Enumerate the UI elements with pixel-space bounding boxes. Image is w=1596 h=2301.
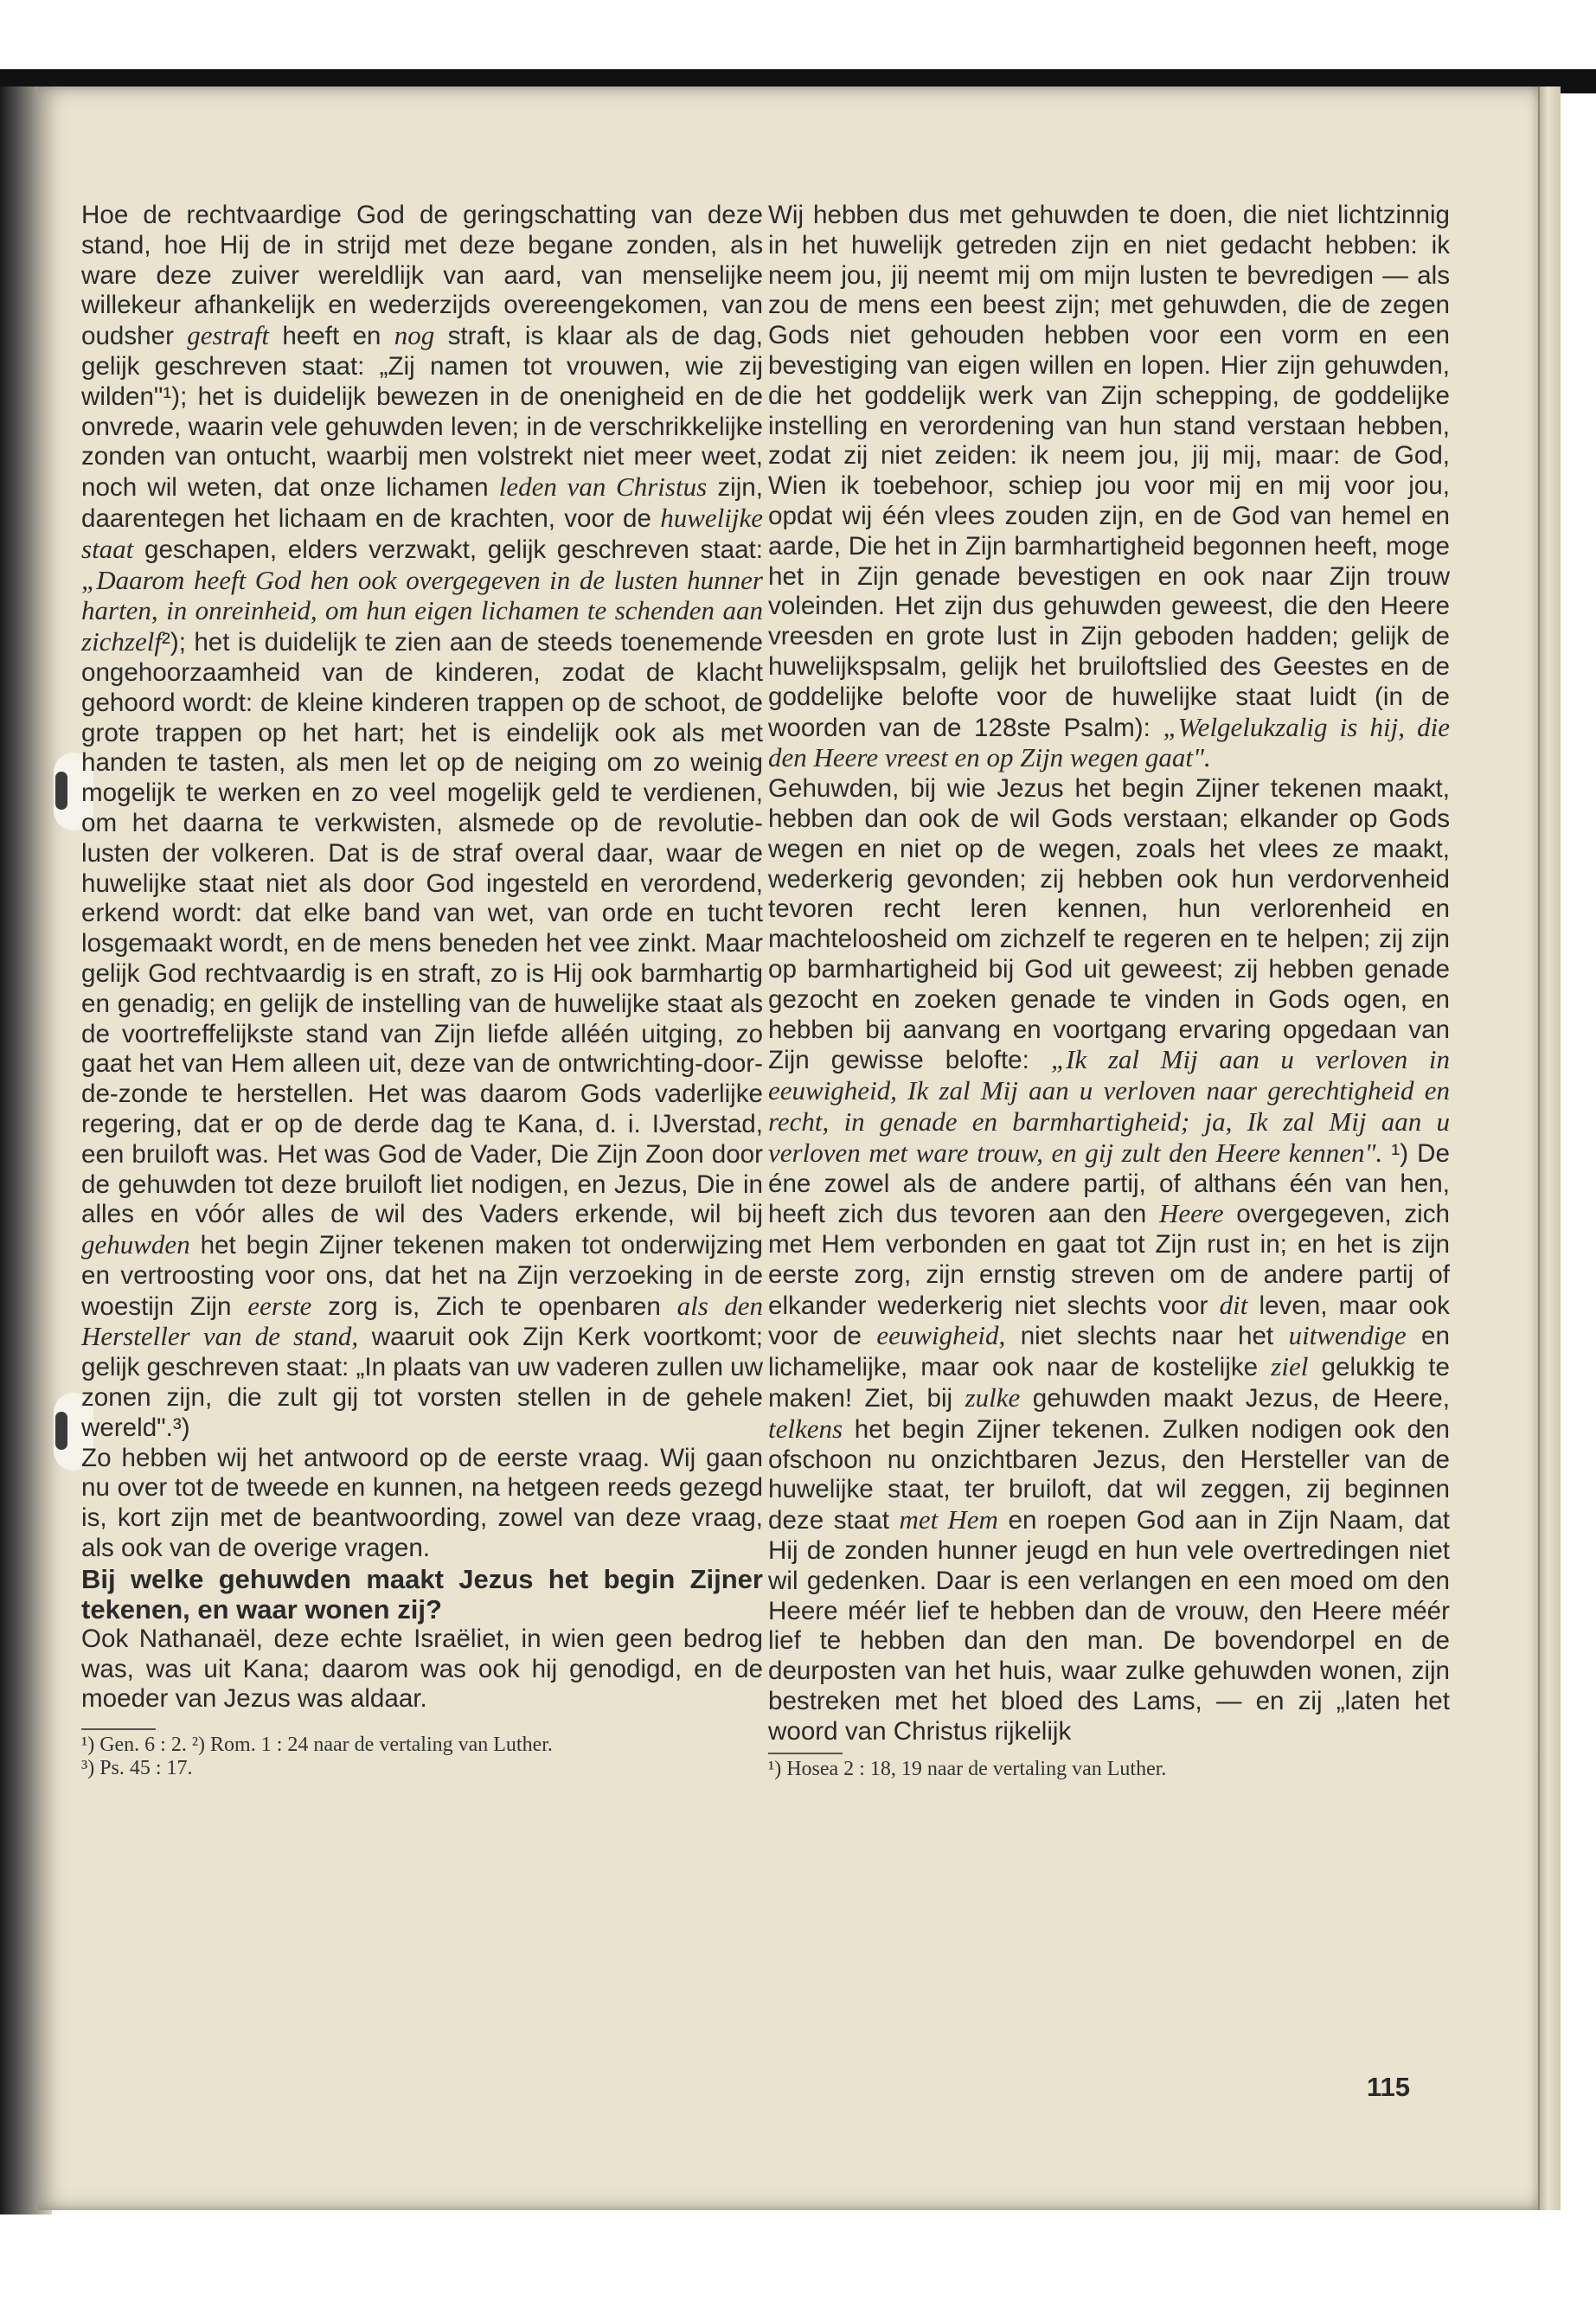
text: gehuwden maakt Jezus, de Heere, (1032, 1384, 1450, 1413)
binder-mark (55, 772, 67, 810)
paragraph (768, 201, 1450, 774)
italic-text: als den Hersteller van de stand, (81, 1290, 763, 1352)
text: ²); het is duidelijk te zien aan de steeds toenemende ongehoorzaamheid van de kinderen, zodat de klacht gehoord wordt: de kleine kinderen trappen op de schoot, de grote trappen op het hart; het is eindelijk ook als met handen te tasten, als men let op de neiging om zo weinig mogelijk te werken en zo veel mogelijk geld te verdienen, om het daarna te verkwisten, alsmede op de revolutie-lusten der volkeren. Dat is de straf overal daar, waar de huwelijke staat niet als door God ingesteld en verordend, erkend wordt: dat elke band van wet, van orde en tucht losgemaakt wordt, en de mens beneden het vee zinkt. Maar gelijk God rechtvaardig is en straft, zo is Hij ook barmhartig en genadig; en gelijk de instelling van de huwelijke staat als de voortreffelijkste stand van Zijn liefde alléén uitging, zo gaat het van Hem alleen uit, deze van de ontwrichting-door-de-zonde te herstellen. Het was daarom Gods vaderlijke regering, dat er op de derde dag te Kana, d. i. IJverstad, een bruiloft was. Het was God de Vader, Die Zijn Zoon door de gehuwden tot deze bruiloft liet nodigen, en Jezus, Die in alles en vóór alles de wil des Vaders erkende, wil bij (81, 628, 763, 1229)
right-column (768, 201, 1450, 1781)
left-column (81, 201, 763, 1780)
page-stack-edge (1538, 87, 1561, 2210)
paragraph: Zo hebben wij het antwoord op de eerste vraag. Wij gaan nu over tot de tweede en kunnen, na hetgeen reeds gezegd is, kort zijn met de beantwoording, zowel van deze vraag, als ook van de overige vragen. (81, 1443, 763, 1563)
text: en lichamelijke, maar ook naar de kostelijke (768, 1322, 1450, 1382)
page-number: 115 (1367, 2072, 1411, 2102)
text: geschapen, elders verzwakt, gelijk geschreven staat: (144, 535, 763, 564)
binder-mark (55, 1412, 67, 1450)
paragraph (81, 201, 763, 1444)
italic-text: uitwendige (1288, 1320, 1407, 1351)
text: niet slechts naar het (1020, 1322, 1274, 1351)
text: het begin Zijner tekenen maken tot onderwijzing en vertroosting voor ons, dat het na Zijn verzoeking in de woestijn Zijn (81, 1231, 763, 1321)
italic-text: eerste (247, 1290, 312, 1321)
italic-text: huwelijke staat (81, 502, 763, 564)
text: heeft en (282, 322, 381, 351)
italic-text: Heere (1158, 1198, 1224, 1229)
section-heading: Bij welke gehuwden maakt Jezus het begin Zijner tekenen, en waar wonen zij? (81, 1563, 763, 1625)
italic-text: „Daarom heeft God hen ook overgegeven in de lusten hunner harten, in onreinheid, om hun eigen lichamen te schenden aan zichzelf (81, 564, 763, 657)
text: Wij hebben dus met gehuwden te doen, die niet lichtzinnig in het huwelijk getreden zijn en niet gedacht hebben: ik neem jou, jij neemt mij om mijn lusten te bevredigen — als zou de mens een beest zijn; met gehuwden, die de zegen Gods niet gehouden hebben voor een vorm en een bevestiging van eigen willen en lopen. Hier zijn gehuwden, die het goddelijk werk van Zijn schepping, de goddelijke instelling en verordening van hun stand verstaan hebben, zodat zij niet zeiden: ik neem jou, jij mij, maar: de God, Wien ik toebehoor, schiep jou voor mij en mij voor jou, opdat wij één vlees zouden zijn, en de God van hemel en aarde, Die het in Zijn barmhartigheid begonnen heeft, moge het in Zijn genade bevestigen en ook naar Zijn trouw voleinden. Het zijn dus gehuwden geweest, die den Heere vreesden en grote lust in Zijn geboden hadden; gelijk de huwelijkspsalm, gelijk het bruiloftslied des Geestes en de goddelijke belofte voor de huwelijke staat luidt (in de woorden van de 128ste Psalm): (768, 201, 1450, 742)
text: en roepen God aan in Zijn Naam, dat Hij de zonden hunner jeugd en hun vele overtredingen niet wil gedenken. Daar is een verlangen en een moed om den Heere méér lief te hebben dan de vrouw, den Heere méér lief te hebben dan den man. De bovendorpel en de deurposten van het huis, waar zulke gehuwden wonen, zijn bestreken met het bloed des Lams, — en zij „laten het woord van Christus rijkelijk (768, 1506, 1450, 1746)
footnote: ¹) Hosea 2 : 18, 19 naar de vertaling van Luther. (768, 1757, 1167, 1780)
footnote: ¹) Gen. 6 : 2. ²) Rom. 1 : 24 naar de vertaling van Luther. (81, 1734, 553, 1757)
italic-text: eeuwigheid, (876, 1320, 1006, 1351)
italic-text: met Hem (899, 1504, 998, 1535)
italic-text: dit (1219, 1289, 1248, 1320)
text: straft, is klaar als de dag, gelijk geschreven staat: „Zij namen tot vrouwen, wie zij wilden"¹); het is duidelijk bewezen in de onenigheid en de onvrede, waarin vele gehuwden leven; in de verschrikkelijke zonden van ontucht, waarbij men volstrekt niet meer weet, noch wil weten, dat onze lichamen (81, 322, 763, 503)
footnote-rule (768, 1753, 843, 1754)
italic-text: „Ik zal Mij aan u verloven in eeuwigheid, Ik zal Mij aan u verloven naar gerechtigheid en recht, in genade en barmhartigheid; ja, Ik zal Mij aan u verloven met ware trouw, en gij zult den Heere kennen". (768, 1044, 1450, 1168)
italic-text: gehuwden (81, 1229, 190, 1260)
footnote: ³) Ps. 45 : 17. (81, 1757, 193, 1780)
italic-text: ziel (1271, 1351, 1309, 1382)
italic-text: gestraft (187, 320, 270, 351)
footnote-rule (81, 1728, 156, 1730)
italic-text: leden van Christus (498, 471, 708, 503)
text: waaruit ook Zijn Kerk voortkomt; gelijk geschreven staat: „In plaats van uw vaderen zullen uw zonen zijn, die zult gij tot vorsten stellen in de gehele wereld".³) (81, 1323, 763, 1442)
text: zorg is, Zich te openbaren (328, 1292, 661, 1321)
italic-text: telkens (768, 1413, 843, 1444)
text: ¹) De éne zowel als de andere partij, of althans één van hen, heeft zich dus tevoren aan den (768, 1138, 1450, 1229)
text: zijn, daarentegen het lichaam en de krachten, voor de (81, 473, 763, 533)
text: het begin Zijner tekenen. Zulken nodigen ook den ofschoon nu onzichtbaren Jezus, den Hersteller van de huwelijke staat, ter bruiloft, dat wil zeggen, zij beginnen deze staat (768, 1414, 1450, 1535)
text: Gehuwden, bij wie Jezus het begin Zijner tekenen maakt, hebben dan ook de wil Gods verstaan; elkander op Gods wegen en niet op de wegen, zoals het vlees ze maakt, wederkerig gevonden; zij hebben ook hun verdorvenheid tevoren recht leren kennen, hun verlorenheid en machteloosheid om zichzelf te regeren en te helpen; zij zijn op barmhartigheid bij God uit geweest; zij hebben genade gezocht en zoeken genade te vinden in Gods ogen, en hebben bij aanvang en voortgang ervaring opgedaan van Zijn gewisse belofte: (768, 774, 1450, 1075)
paragraph (768, 774, 1450, 1747)
text: gelukkig te maken! Ziet, bij (768, 1353, 1450, 1413)
text: overgegeven, zich met Hem verbonden en gaat tot Zijn rust in; en het is zijn eerste zorg, zijn ernstig streven om de andere partij of elkander wederkerig niet slechts voor (768, 1200, 1450, 1320)
paragraph: Ook Nathanaël, deze echte Israëliet, in wien geen bedrog was, was uit Kana; daarom was ook hij genodigd, en de moeder van Jezus was aldaar. (81, 1624, 763, 1714)
italic-text: zulke (965, 1382, 1021, 1413)
text: Hoe de rechtvaardige God de geringschatting van deze stand, hoe Hij de in strijd met deze begane zonden, als ware deze zuiver wereldlijk van aard, van menselijke willekeur afhankelijk en wederzijds overeengekomen, van oudsher (81, 201, 763, 351)
italic-text: nog (394, 320, 435, 351)
text: leven, maar ook voor de (768, 1291, 1450, 1351)
italic-text: „Welgelukzalig is hij, die den Heere vreest en op Zijn wegen gaat". (768, 711, 1450, 773)
